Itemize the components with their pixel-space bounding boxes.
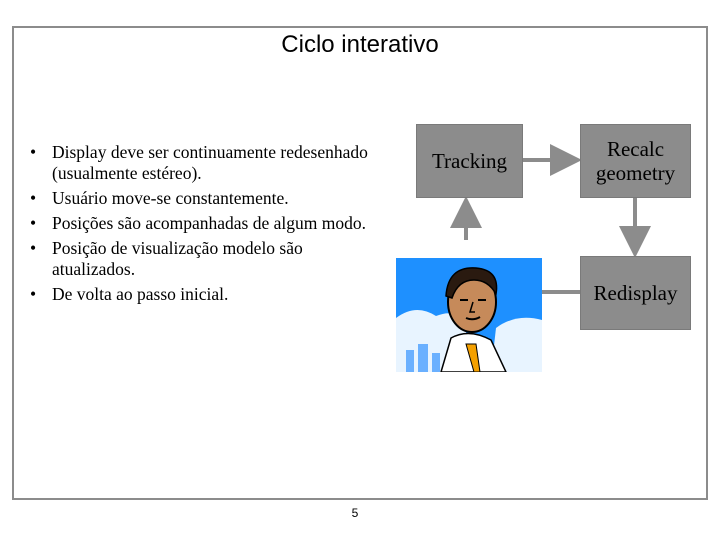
redisplay-label: Redisplay: [593, 281, 678, 305]
recalc-label-line1: Recalc: [606, 137, 665, 161]
page-number: 5: [351, 506, 359, 520]
bullet-item: [30, 142, 375, 184]
bullet-text: Posição de visualização modelo são atualizados.: [52, 238, 303, 279]
bullet-symbol: •: [30, 188, 37, 208]
recalc-label-line2: geometry: [595, 161, 676, 185]
bullet-list: [30, 142, 375, 309]
bullet-symbol: •: [30, 238, 37, 258]
bullet-item: [30, 213, 375, 234]
bullet-symbol: •: [30, 213, 37, 233]
bullet-text: Posições são acompanhadas de algum modo.: [52, 213, 366, 233]
bullet-text: Display deve ser continuamente redesenhado (usualmente estéreo).: [52, 142, 368, 183]
redisplay-box: [580, 256, 691, 330]
bullet-symbol: •: [30, 284, 37, 304]
slide-title: Ciclo interativo: [281, 31, 439, 58]
bullet-symbol: •: [30, 142, 37, 162]
bullet-item: [30, 284, 375, 305]
bullet-text: De volta ao passo inicial.: [52, 284, 229, 304]
recalc-geometry-box: [580, 124, 691, 198]
user-illustration: [396, 258, 542, 372]
bullet-item: [30, 188, 375, 209]
tracking-box: [416, 124, 523, 198]
bullet-item: [30, 238, 375, 280]
tracking-label: Tracking: [431, 149, 508, 173]
bullet-text: Usuário move-se constantemente.: [52, 188, 289, 208]
